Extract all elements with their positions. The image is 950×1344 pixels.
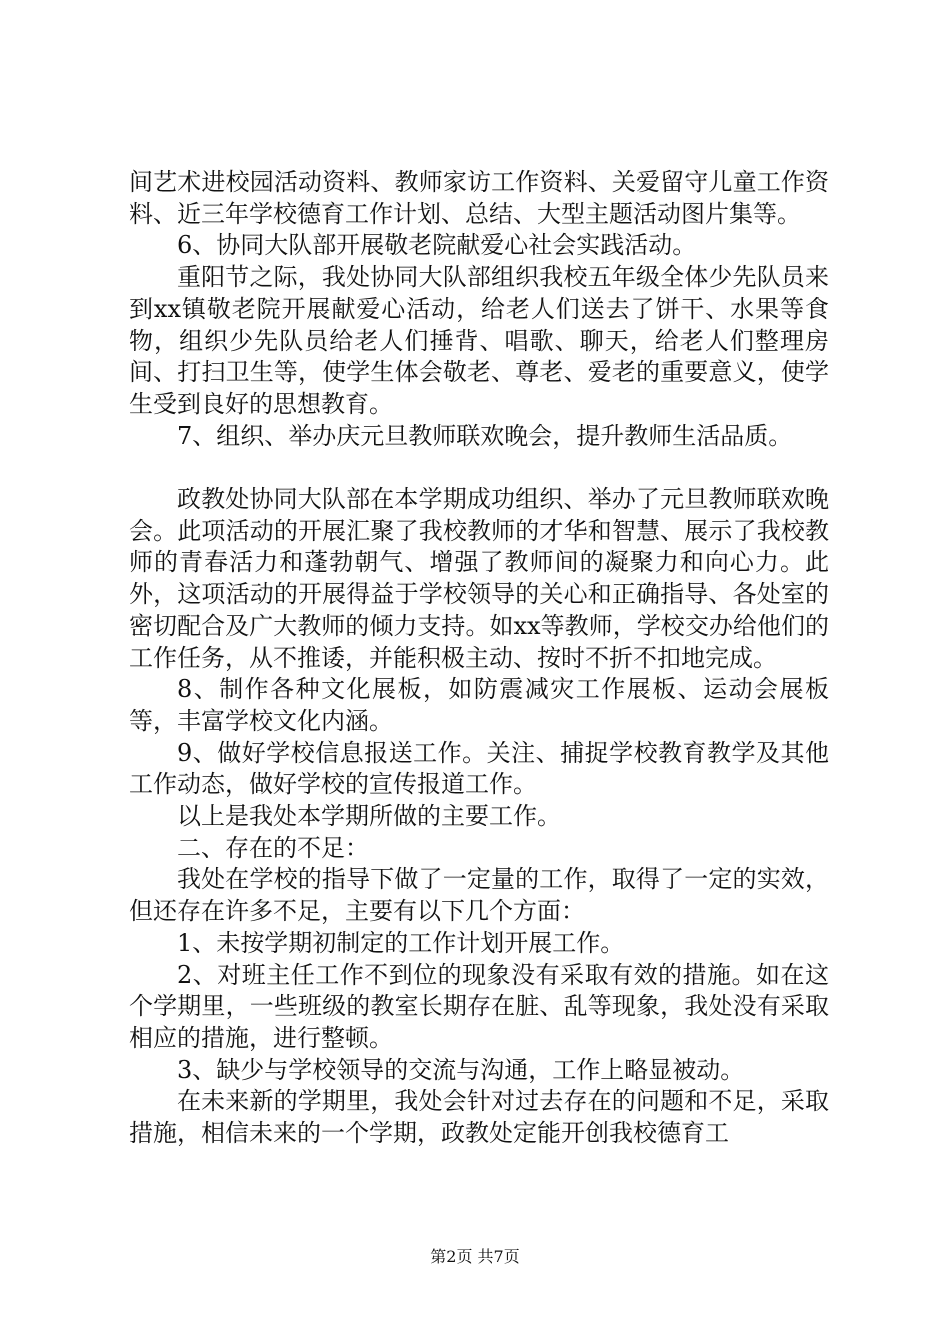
paragraph: 在未来新的学期里，我处会针对过去存在的问题和不足，采取措施，相信未来的一个学期，政教处定能开创我校德育工	[129, 1087, 829, 1148]
page-number-footer: 第2页 共7页	[430, 1247, 520, 1266]
list-item: 3、缺少与学校领导的交流与沟通，工作上略显被动。	[177, 1055, 745, 1084]
section-heading: 二、存在的不足：	[177, 833, 369, 862]
paragraph-item-6: 6、协同大队部开展敬老院献爱心社会实践活动。	[177, 231, 697, 260]
paragraph-item-8: 8、制作各种文化展板，如防震减灾工作展板、运动会展板等，丰富学校文化内涵。	[129, 675, 829, 735]
list-item: 1、未按学期初制定的工作计划开展工作。	[177, 928, 625, 957]
paragraph-item-9: 9、做好学校信息报送工作。关注、捕捉学校教育教学及其他工作动态，做好学校的宣传报道工作。	[129, 738, 829, 799]
document-body	[129, 167, 829, 1150]
paragraph: 重阳节之际，我处协同大队部组织我校五年级全体少先队员来到xx镇敬老院开展献爱心活动，给老人们送去了饼干、水果等食物，组织少先队员给老人们捶背、唱歌、聊天，给老人们整理房间、打扫卫生等，使学生体会敬老、尊老、爱老的重要意义，使学生受到良好的思想教育。	[129, 263, 829, 418]
paragraph-item-7: 7、组织、举办庆元旦教师联欢晚会，提升教师生活品质。	[177, 421, 793, 450]
paragraph: 政教处协同大队部在本学期成功组织、举办了元旦教师联欢晚会。此项活动的开展汇聚了我校教师的才华和智慧、展示了我校教师的青春活力和蓬勃朝气、增强了教师间的凝聚力和向心力。此外，这项活动的开展得益于学校领导的关心和正确指导、各处室的密切配合及广大教师的倾力支持。如xx等教师，学校交办给他们的工作任务，从不推诿，并能积极主动、按时不折不扣地完成。	[129, 485, 829, 672]
paragraph-continued: 间艺术进校园活动资料、教师家访工作资料、关爱留守儿童工作资料、近三年学校德育工作计划、总结、大型主题活动图片集等。	[129, 168, 829, 228]
list-item: 2、对班主任工作不到位的现象没有采取有效的措施。如在这个学期里，一些班级的教室长期存在脏、乱等现象，我处没有采取相应的措施，进行整顿。	[129, 960, 829, 1052]
paragraph: 以上是我处本学期所做的主要工作。	[177, 802, 561, 831]
paragraph: 我处在学校的指导下做了一定量的工作，取得了一定的实效，但还存在许多不足，主要有以下几个方面：	[129, 865, 829, 926]
